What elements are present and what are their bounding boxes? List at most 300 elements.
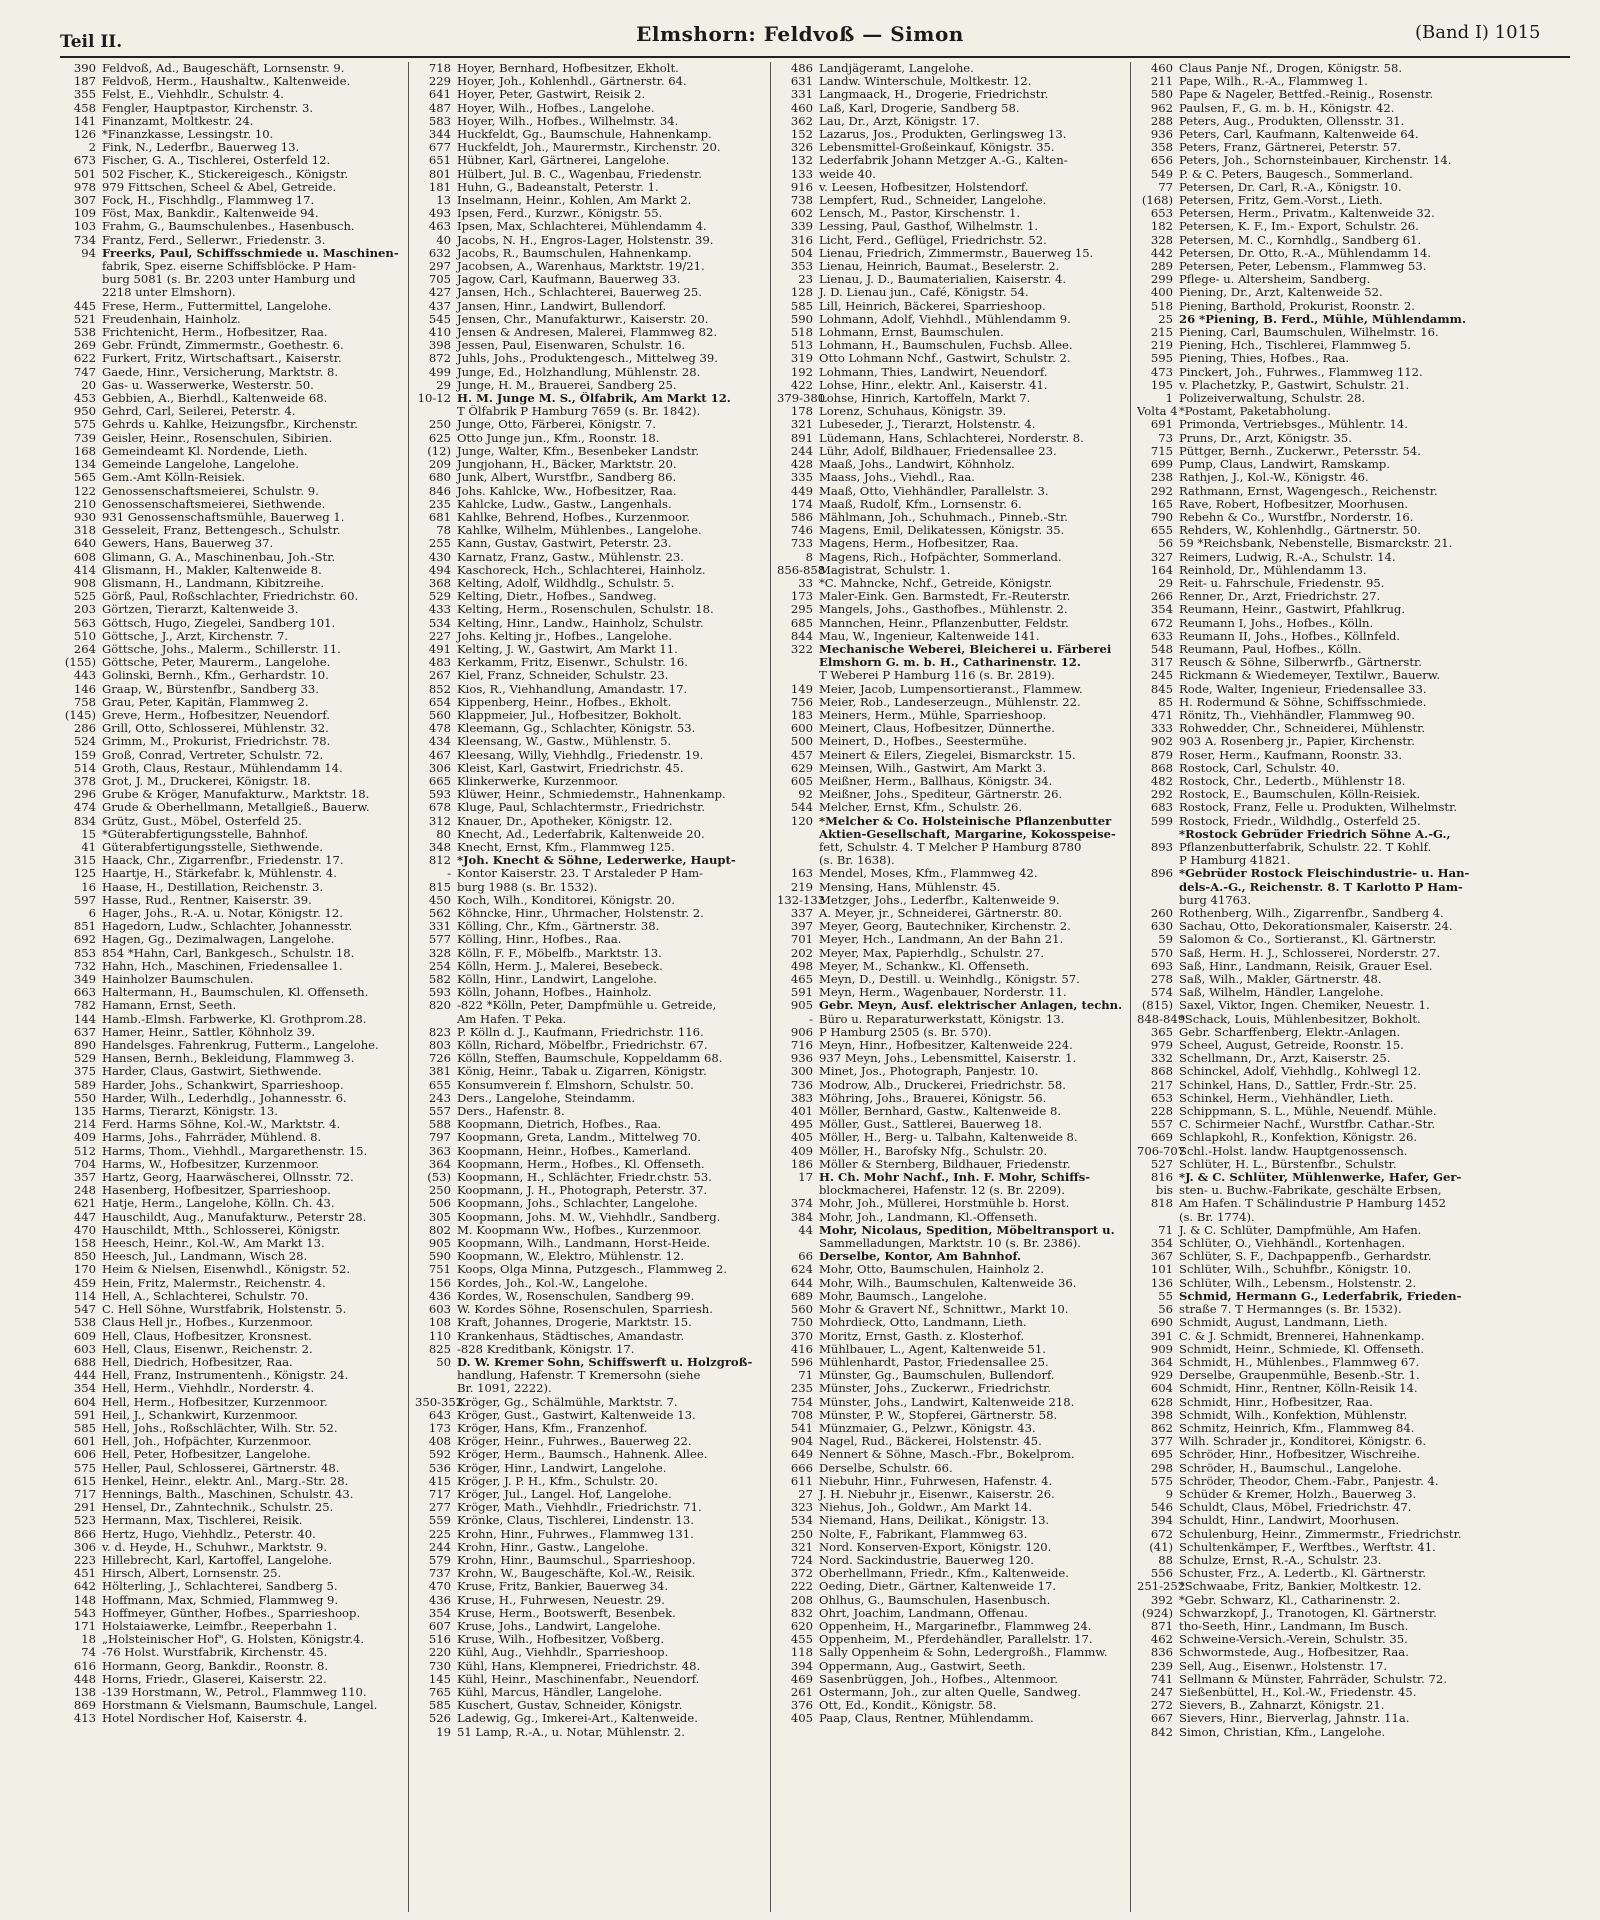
directory-entry: [1137, 1211, 1577, 1224]
entry-text: Kölln, Herm. J., Malerei, Besebeck.: [457, 959, 663, 973]
entry-text: Meyn, Herm., Wagenbauer, Norderstr. 11.: [819, 986, 1067, 1000]
entry-text: Krankenhaus, Städtisches, Amandastr.: [457, 1329, 685, 1343]
entry-text: Magistrat, Schulstr. 1.: [819, 563, 951, 577]
directory-entry: [60, 656, 430, 669]
entry-text: Koopmann, H., Schlächter, Friedr.chstr. 53.: [457, 1171, 712, 1185]
entry-text: Junk, Albert, Wurstfbr., Sandberg 86.: [457, 471, 677, 485]
directory-entry: [415, 1435, 785, 1448]
phone-number: 118: [790, 1646, 813, 1660]
entry-text: Haartje, H., Stärkefabr. k, Mühlenstr. 4.: [102, 867, 337, 881]
entry-text: Meyer, M., Schankw., Kl. Offenseth.: [819, 959, 1030, 973]
phone-number: 300: [790, 1065, 813, 1079]
directory-entry: [1137, 960, 1577, 973]
entry-text: Schinkel, Herm., Viehhändler, Lieth.: [1179, 1091, 1394, 1105]
entry-text: Niehus, Joh., Goldwr., Am Markt 14.: [819, 1501, 1032, 1515]
entry-text: Karnatz, Franz, Gastw., Mühlenstr. 23.: [457, 550, 684, 564]
entry-text: Klappmeier, Jul., Hofbesitzer, Bokholt.: [457, 708, 682, 722]
entry-text: Harder, Claus, Gastwirt, Siethwende.: [102, 1065, 322, 1079]
entry-text: burg 1988 (s. Br. 1532).: [457, 880, 598, 894]
phone-number: 640: [73, 537, 96, 551]
entry-text: Fischer, G. A., Tischlerei, Osterfeld 12.: [102, 154, 331, 168]
entry-text: Möller & Sternberg, Bildhauer, Friedenstr.: [819, 1157, 1071, 1171]
phone-number: 292: [1150, 484, 1173, 498]
entry-text: Huckfeldt, Gg., Baumschule, Hahnenkamp.: [457, 128, 712, 142]
directory-entry: [1137, 154, 1577, 167]
phone-number: 746: [790, 524, 813, 538]
phone-number: 443: [73, 669, 96, 683]
phone-number: -: [809, 1012, 813, 1026]
column-divider: [1130, 62, 1131, 1912]
phone-number: 134: [73, 458, 96, 472]
phone-number: 437: [428, 299, 451, 313]
directory-entry: [777, 1184, 1147, 1197]
phone-number: 141: [73, 114, 96, 128]
directory-entry: [777, 1646, 1147, 1659]
directory-entry: [1137, 485, 1577, 498]
entry-text: Magens, Emil, Delikatessen, Königstr. 35.: [819, 524, 1065, 538]
entry-text: Büro u. Reparaturwerkstatt, Königstr. 13.: [819, 1012, 1065, 1026]
directory-entry: [1137, 1726, 1577, 1739]
entry-text: Meinert & Eilers, Ziegelei, Bismarckstr. 15.: [819, 748, 1076, 762]
phone-number: 904: [790, 1435, 813, 1449]
phone-number: 77: [1158, 180, 1173, 194]
directory-entry: [1137, 1501, 1577, 1514]
phone-number: 866: [73, 1527, 96, 1541]
phone-number: 574: [1150, 986, 1173, 1000]
entry-text: Hager, Johs., R.-A. u. Notar, Königstr. 12.: [102, 907, 343, 920]
phone-number: 156: [428, 1276, 451, 1290]
entry-text: sten- u. Buchw.-Fabrikate, geschälte Erbsen,: [1179, 1184, 1442, 1198]
directory-entry: [415, 577, 785, 590]
directory-entry: [415, 788, 785, 801]
directory-entry: [777, 854, 1147, 867]
entry-text: Mannchen, Heinr., Pflanzenbutter, Feldstr.: [819, 616, 1069, 630]
phone-number: 333: [1150, 722, 1173, 736]
entry-text: Göttsch, Hugo, Ziegelei, Sandberg 101.: [102, 616, 336, 630]
entry-text: Lempfert, Rud., Schneider, Langelohe.: [819, 194, 1047, 208]
directory-entry: [1137, 973, 1577, 986]
directory-entry: [1137, 603, 1577, 616]
entry-text: Göttsche, J., Arzt, Kirchenstr. 7.: [102, 629, 289, 643]
phone-number: 436: [428, 1289, 451, 1303]
directory-entry: [777, 339, 1147, 352]
phone-number: 299: [1150, 273, 1173, 287]
directory-entry: [777, 1620, 1147, 1633]
entry-text: Piening, Barthold, Prokurist, Roonstr. 2.: [1179, 299, 1415, 313]
phone-number: 243: [428, 1091, 451, 1105]
entry-text: Schultenkämper, F., Werftbes., Werftstr. 41.: [1179, 1540, 1436, 1554]
entry-text: Hamer, Heinr., Sattler, Köhnholz 39.: [102, 1025, 316, 1039]
phone-number: 738: [790, 194, 813, 208]
entry-text: v. Leesen, Hofbesitzer, Holstendorf.: [819, 180, 1029, 194]
entry-text: Ott, Ed., Kondit., Königstr. 58.: [819, 1699, 997, 1713]
header-rule: [60, 56, 1570, 58]
entry-text: (s. Br. 1774).: [1179, 1210, 1255, 1224]
phone-number: 376: [790, 1699, 813, 1713]
entry-text: Melcher, Ernst, Kfm., Schulstr. 26.: [819, 801, 1023, 815]
directory-entry: [60, 722, 430, 735]
phone-number: 469: [790, 1672, 813, 1686]
phone-number: 701: [790, 933, 813, 947]
phone-number: 450: [428, 893, 451, 907]
phone-number: 168: [73, 444, 96, 458]
entry-text: König, Heinr., Tabak u. Zigarren, Königstr.: [457, 1065, 707, 1079]
entry-text: Kluge, Paul, Schlachtermstr., Friedrichstr.: [457, 801, 706, 815]
directory-entry: [415, 630, 785, 643]
directory-entry: [60, 815, 430, 828]
phone-number: 261: [790, 1685, 813, 1699]
entry-text: Heim & Nielsen, Eisenwhdl., Königstr. 52.: [102, 1263, 351, 1277]
phone-number: 625: [428, 431, 451, 445]
phone-number: 717: [73, 1487, 96, 1501]
directory-entry: [1137, 458, 1577, 471]
phone-number: 132-133: [777, 893, 826, 907]
entry-text: Gebr. Scharffenberg, Elektr.-Anlagen.: [1179, 1025, 1401, 1039]
entry-text: Junge, Ed., Holzhandlung, Mühlenstr. 28.: [457, 365, 701, 379]
directory-entry: [60, 1475, 430, 1488]
directory-entry: [777, 1435, 1147, 1448]
phone-number: 699: [1150, 458, 1173, 472]
phone-number: 354: [1150, 1237, 1173, 1251]
entry-text: *Schack, Louis, Mühlenbesitzer, Bokholt.: [1179, 1012, 1421, 1026]
phone-number: 736: [790, 1078, 813, 1092]
entry-text: *Schwaabe, Fritz, Bankier, Moltkestr. 12.: [1179, 1580, 1422, 1594]
directory-entry: [777, 1052, 1147, 1065]
entry-text: Heesch, Jul., Landmann, Wisch 28.: [102, 1250, 308, 1264]
phone-number: 493: [428, 207, 451, 221]
directory-entry: [60, 207, 430, 220]
entry-text: Paap, Claus, Rentner, Mühlendamm.: [819, 1712, 1034, 1726]
directory-entry: [1137, 656, 1577, 669]
phone-number: 862: [1150, 1421, 1173, 1435]
directory-entry: [1137, 115, 1577, 128]
phone-number: 609: [73, 1329, 96, 1343]
phone-number: 604: [1150, 1382, 1173, 1396]
directory-entry: [415, 1712, 785, 1725]
directory-entry: [777, 1092, 1147, 1105]
phone-number: 708: [790, 1408, 813, 1422]
entry-text: „Holsteinischer Hof", G. Holsten, Königstr.4.: [102, 1633, 365, 1647]
phone-number: 498: [790, 959, 813, 973]
phone-number: 518: [790, 326, 813, 340]
directory-entry: [60, 801, 430, 814]
entry-text: Möhring, Johs., Brauerei, Königstr. 56.: [819, 1091, 1047, 1105]
entry-text: Mechanische Weberei, Bleicherei u. Färberei: [819, 642, 1112, 656]
directory-entry: [415, 537, 785, 550]
phone-number: 195: [1150, 378, 1173, 392]
phone-number: 244: [790, 444, 813, 458]
entry-text: Püttger, Bernh., Zuckerwr., Petersstr. 54.: [1179, 444, 1421, 458]
phone-number: 575: [73, 418, 96, 432]
directory-entry: [777, 841, 1147, 854]
phone-number: 523: [73, 1514, 96, 1528]
directory-entry: [777, 1488, 1147, 1501]
entry-text: Laß, Karl, Drogerie, Sandberg 58.: [819, 101, 1020, 115]
entry-text: Krohn, Hinr., Fuhrwes., Flammweg 131.: [457, 1527, 694, 1541]
directory-entry: [415, 1488, 785, 1501]
phone-number: 930: [73, 510, 96, 524]
phone-number: 815: [428, 880, 451, 894]
phone-number: 691: [1150, 418, 1173, 432]
entry-text: Lienau, Friedrich, Zimmermstr., Bauerweg 15.: [819, 246, 1094, 260]
directory-entry: [415, 801, 785, 814]
phone-number: 74: [81, 1646, 96, 1660]
entry-text: Wilh. Schrader jr., Konditorei, Königstr. 6.: [1179, 1435, 1427, 1449]
directory-entry: [415, 1633, 785, 1646]
phone-number: 56: [1158, 1303, 1173, 1317]
entry-text: Moritz, Ernst, Gasth. z. Klosterhof.: [819, 1329, 1025, 1343]
directory-entry: [1137, 1607, 1577, 1620]
phone-number: 812: [428, 854, 451, 868]
directory-entry: [60, 102, 430, 115]
entry-text: Knauer, Dr., Apotheker, Königstr. 12.: [457, 814, 673, 828]
entry-text: Hauschildt, Mtth., Schlosserei, Königstr.: [102, 1223, 341, 1237]
entry-text: Mau, W., Ingenieur, Kaltenweide 141.: [819, 629, 1040, 643]
entry-text: Hölterling, J., Schlachterei, Sandberg 5.: [102, 1580, 338, 1594]
directory-entry: [415, 643, 785, 656]
directory-entry: [415, 352, 785, 365]
phone-number: 592: [428, 1448, 451, 1462]
entry-text: Niemand, Hans, Deilikat., Königstr. 13.: [819, 1514, 1050, 1528]
phone-number: 203: [73, 603, 96, 617]
phone-number: 832: [790, 1606, 813, 1620]
directory-entry: [415, 960, 785, 973]
directory-entry: [777, 1356, 1147, 1369]
phone-number: 305: [428, 1210, 451, 1224]
entry-text: Kruse, Johs., Landwirt, Langelohe.: [457, 1619, 661, 1633]
phone-number: 13: [436, 194, 451, 208]
entry-text: Fock, H., Fischhdlg., Flammweg 17.: [102, 194, 315, 208]
directory-entry: [415, 1316, 785, 1329]
entry-text: Langmaack, H., Drogerie, Friedrichstr.: [819, 88, 1049, 102]
entry-text: Hell, A., Schlachterei, Schulstr. 70.: [102, 1289, 309, 1303]
directory-entry: [60, 511, 430, 524]
directory-entry: [1137, 1145, 1577, 1158]
phone-number: 357: [73, 1171, 96, 1185]
entry-text: Rothenberg, Wilh., Zigarrenfbr., Sandberg 4.: [1179, 907, 1444, 920]
entry-text: Ohlhus, G., Baumschulen, Hasenbusch.: [819, 1593, 1051, 1607]
phone-number: 374: [790, 1197, 813, 1211]
phone-number: 590: [790, 312, 813, 326]
directory-entry: [1137, 1197, 1577, 1210]
directory-entry: [60, 1396, 430, 1409]
entry-text: Heil, J., Schankwirt, Kurzenmoor.: [102, 1408, 298, 1422]
phone-number: 445: [73, 299, 96, 313]
phone-number: 474: [73, 801, 96, 815]
directory-entry: [415, 260, 785, 273]
phone-number: 733: [790, 537, 813, 551]
entry-text: C. & J. Schmidt, Brennerei, Hahnenkamp.: [1179, 1329, 1425, 1343]
directory-entry: [415, 154, 785, 167]
phone-number: 846: [428, 484, 451, 498]
entry-text: Hahn, Hch., Maschinen, Friedensallee 1.: [102, 959, 343, 973]
phone-number: 158: [73, 1237, 96, 1251]
phone-number: 820: [428, 999, 451, 1013]
directory-entry: [415, 986, 785, 999]
phone-number: 2: [88, 141, 96, 155]
entry-text: Jensen, Chr., Manufakturwr., Kaiserstr. 20.: [457, 312, 709, 326]
entry-text: Schlüter, Wilh., Lebensm., Holstenstr. 2.: [1179, 1276, 1417, 1290]
phone-number: 593: [428, 788, 451, 802]
phone-number: 364: [428, 1157, 451, 1171]
entry-text: Kleensang, W., Gastw., Mühlenstr. 5.: [457, 735, 672, 749]
phone-number: 132: [790, 154, 813, 168]
directory-entry: [60, 1607, 430, 1620]
directory-entry: [1137, 762, 1577, 775]
entry-text: 502 Fischer, K., Stickereigesch., Königstr.: [102, 167, 349, 181]
entry-text: Lebensmittel-Großeinkauf, Königstr. 35.: [819, 141, 1055, 155]
directory-entry: [1137, 220, 1577, 233]
phone-number: 653: [1150, 1091, 1173, 1105]
directory-entry: [1137, 894, 1577, 907]
phone-number: 88: [1158, 1553, 1173, 1567]
entry-text: Meyn, D., Destill. u. Weinhdlg., Königstr. 57.: [819, 973, 1080, 987]
phone-number: 397: [790, 920, 813, 934]
entry-text: Fink, N., Lederfbr., Bauerweg 13.: [102, 141, 300, 155]
directory-entry: [415, 828, 785, 841]
phone-number: 392: [1150, 1593, 1173, 1607]
directory-entry: [60, 749, 430, 762]
entry-text: Landw. Winterschule, Moltkestr. 12.: [819, 75, 1032, 89]
phone-number: 125: [73, 867, 96, 881]
entry-text: Schellmann, Dr., Arzt, Kaiserstr. 25.: [1179, 1052, 1391, 1066]
phone-number: -: [447, 867, 451, 881]
column-divider: [770, 62, 771, 1912]
phone-number: 737: [428, 1567, 451, 1581]
entry-text: Huckfeldt, Joh., Maurermstr., Kirchenstr. 20.: [457, 141, 721, 155]
entry-text: Kruse, Herm., Bootswerft, Besenbek.: [457, 1606, 676, 1620]
entry-text: Rostock, Friedr., Wildhdlg., Osterfeld 25.: [1179, 814, 1421, 828]
phone-number: 936: [1150, 128, 1173, 142]
directory-entry: [1137, 854, 1577, 867]
entry-text: Krohn, W., Baugeschäfte, Kol.-W., Reisik.: [457, 1567, 696, 1581]
phone-number: 255: [428, 537, 451, 551]
directory-entry: [60, 273, 430, 286]
directory-entry: [415, 273, 785, 286]
entry-text: Hamann, Ernst, Seeth.: [102, 999, 237, 1013]
phone-number: 591: [790, 986, 813, 1000]
directory-entry: [777, 1277, 1147, 1290]
phone-number: 518: [1150, 299, 1173, 313]
entry-text: Meinsen, Wilh., Gastwirt, Am Markt 3.: [819, 761, 1047, 775]
phone-number: 272: [1150, 1699, 1173, 1713]
phone-number: 689: [790, 1289, 813, 1303]
entry-text: Kühl, Hans, Klempnerei, Friedrichstr. 48.: [457, 1659, 701, 1673]
entry-text: Koch, Wilh., Konditorei, Königstr. 20.: [457, 893, 675, 907]
phone-number: 20: [81, 378, 96, 392]
phone-number: 575: [1150, 1474, 1173, 1488]
entry-text: Hagen, Gg., Dezimalwagen, Langelohe.: [102, 933, 335, 947]
directory-entry: [1137, 1712, 1577, 1725]
phone-number: 765: [428, 1685, 451, 1699]
phone-number: 834: [73, 814, 96, 828]
directory-entry: [415, 418, 785, 431]
entry-text: Pflege- u. Altersheim, Sandberg.: [1179, 273, 1371, 287]
phone-number: 690: [1150, 1316, 1173, 1330]
directory-entry: [415, 683, 785, 696]
phone-number: 358: [1150, 141, 1173, 155]
directory-entry: [777, 234, 1147, 247]
phone-number: 524: [73, 735, 96, 749]
directory-entry: [60, 194, 430, 207]
directory-entry: [1137, 1065, 1577, 1078]
phone-number: 642: [73, 1580, 96, 1594]
entry-text: Rönitz, Th., Viehhändler, Flammweg 90.: [1179, 708, 1415, 722]
phone-number: 601: [73, 1435, 96, 1449]
entry-text: Möller, H., Berg- u. Talbahn, Kaltenweide 8.: [819, 1131, 1078, 1145]
phone-number: 868: [1150, 761, 1173, 775]
phone-number: 818: [1150, 1197, 1173, 1211]
directory-entry: [777, 1118, 1147, 1131]
directory-entry: [60, 1145, 430, 1158]
phone-number: Volta 4: [1137, 405, 1178, 419]
entry-text: Kölln, Richard, Möbelfbr., Friedrichstr. 67.: [457, 1039, 708, 1053]
directory-entry: [777, 709, 1147, 722]
entry-text: Horns, Friedr., Glaserei, Kaiserstr. 22.: [102, 1672, 327, 1686]
entry-text: Haack, Chr., Zigarrenfbr., Friedenstr. 17.: [102, 854, 344, 868]
directory-entry: [60, 313, 430, 326]
phone-number: 465: [790, 973, 813, 987]
entry-text: Oeding, Dietr., Gärtner, Kaltenweide 17.: [819, 1580, 1057, 1594]
entry-text: Ohrt, Joachim, Landmann, Offenau.: [819, 1606, 1028, 1620]
directory-entry: [1137, 1699, 1577, 1712]
phone-number: 842: [1150, 1725, 1173, 1739]
directory-entry: [60, 775, 430, 788]
entry-text: Hell, Claus, Eisenwr., Reichenstr. 2.: [102, 1342, 313, 1356]
phone-number: 782: [73, 999, 96, 1013]
phone-number: 430: [428, 550, 451, 564]
entry-text: Meißner, Johs., Spediteur, Gärtnerstr. 26.: [819, 788, 1063, 802]
entry-text: Reinhold, Dr., Mühlendamm 13.: [1179, 563, 1367, 577]
entry-text: -76 Holst. Wurstfabrik, Kirchenstr. 45.: [102, 1646, 328, 1660]
entry-text: Grude & Oberhellmann, Metallgieß., Bauerw.: [102, 801, 370, 815]
phone-number: 851: [73, 920, 96, 934]
directory-entry: [777, 247, 1147, 260]
entry-text: burg 41763.: [1179, 893, 1252, 907]
phone-number: 644: [790, 1276, 813, 1290]
entry-text: *C. Mahncke, Nchf., Getreide, Königstr.: [819, 576, 1053, 590]
entry-text: Peters, Joh., Schornsteinbauer, Kirchenstr. 14.: [1179, 154, 1452, 168]
phone-number: 248: [73, 1184, 96, 1198]
phone-number: 251-252: [1137, 1580, 1186, 1594]
directory-entry: [415, 1501, 785, 1514]
directory-entry: [1137, 788, 1577, 801]
phone-number: 741: [1150, 1672, 1173, 1686]
directory-entry: [60, 1184, 430, 1197]
phone-number: 560: [790, 1303, 813, 1317]
phone-number: 192: [790, 365, 813, 379]
phone-number: 354: [428, 1606, 451, 1620]
phone-number: 214: [73, 1118, 96, 1132]
entry-text: Reumann I, Johs., Hofbes., Kölln.: [1179, 616, 1374, 630]
directory-entry: [777, 1237, 1147, 1250]
phone-number: 266: [1150, 590, 1173, 604]
directory-entry: [415, 590, 785, 603]
directory-entry: [777, 828, 1147, 841]
phone-number: 400: [1150, 286, 1173, 300]
directory-entry: [1137, 418, 1577, 431]
phone-number: 33: [798, 576, 813, 590]
entry-text: Hell, Diedrich, Hofbesitzer, Raa.: [102, 1355, 293, 1369]
directory-entry: [415, 999, 785, 1012]
entry-text: Kelting, Hinr., Landw., Hainholz, Schulstr.: [457, 616, 704, 630]
entry-text: Nord. Sackindustrie, Bauerweg 120.: [819, 1553, 1034, 1567]
directory-entry: [415, 1475, 785, 1488]
entry-text: Kelting, J. W., Gastwirt, Am Markt 11.: [457, 642, 678, 656]
entry-text: Meyer, Hch., Landmann, An der Bahn 21.: [819, 933, 1064, 947]
directory-entry: [60, 1435, 430, 1448]
phone-number: 718: [428, 62, 451, 75]
